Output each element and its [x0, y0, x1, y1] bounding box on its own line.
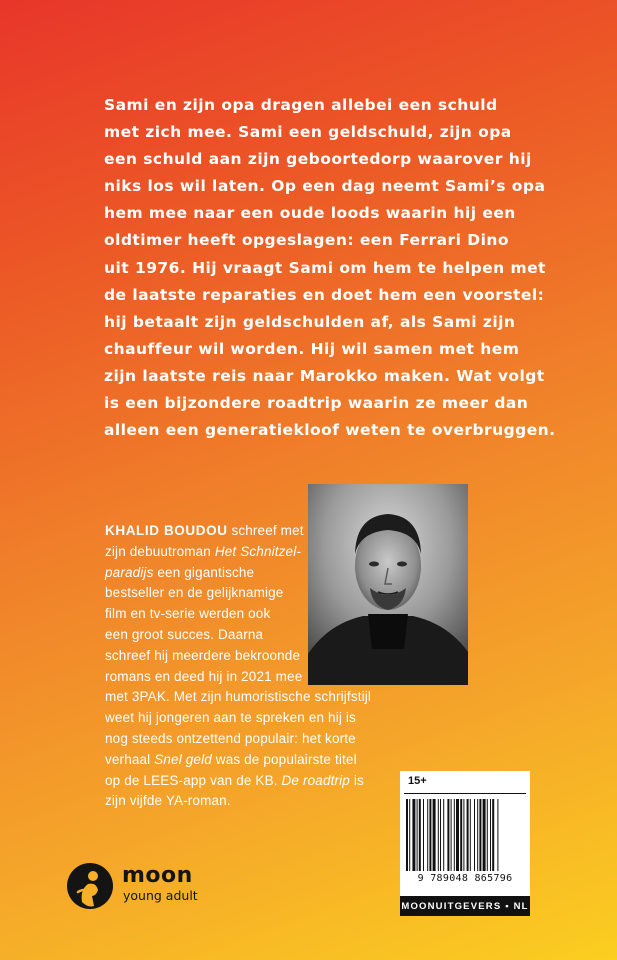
book-title: paradijs [105, 564, 154, 580]
barcode-bar [451, 799, 452, 871]
barcode-bar [477, 799, 478, 871]
barcode-bar [419, 799, 421, 871]
publisher-wordmark: moon [122, 863, 193, 888]
back-cover-blurb [104, 92, 556, 444]
blurb-line: alleen een generatiekloof weten te overbruggen. [104, 421, 556, 440]
bio-line: paradijs een gigantische [105, 564, 255, 580]
barcode-bar [497, 799, 498, 871]
divider [404, 793, 526, 794]
barcode-bar [454, 799, 455, 871]
bio-line: nog steeds ontzettend populair: het korte [105, 730, 356, 746]
barcode-bar [474, 799, 475, 871]
author-bio [105, 521, 405, 812]
blurb-line: Sami en zijn opa dragen allebei een schuld [104, 96, 498, 114]
barcode-bar [443, 799, 444, 871]
age-rating: 15+ [408, 775, 427, 787]
barcode-bar [423, 799, 424, 871]
blurb-line: hij betaalt zijn geldschulden af, als Sami zijn [104, 312, 516, 331]
bio-line: romans en deed hij in 2021 mee [105, 668, 303, 684]
book-title: Het Schnitzel- [214, 543, 302, 559]
blurb-line: met zich mee. Sami een geldschuld, zijn opa [104, 123, 512, 142]
barcode-bar [463, 799, 464, 871]
author-name: KHALID BOUDOU [105, 523, 228, 538]
blurb-line: hem mee naar een oude loods waarin hij een [104, 204, 516, 223]
blurb-line: oldtimer heeft opgeslagen: een Ferrari Dino [104, 231, 509, 250]
barcode-bar [429, 799, 431, 871]
bio-line: film en tv-serie werden ook [105, 606, 271, 622]
barcode-bar [417, 799, 418, 871]
blurb-line: zijn laatste reis naar Marokko maken. Wat volgt [104, 366, 545, 385]
moon-logo-icon [66, 862, 114, 910]
barcode-bar [440, 799, 441, 871]
blurb-line: de laatste reparaties en doet hem een voorstel: [104, 285, 545, 304]
blurb-line: is een bijzondere roadtrip waarin ze meer dan [104, 394, 529, 413]
bio-line: met 3PAK. Met zijn humoristische schrijfstijl [105, 689, 372, 705]
barcode-bar [456, 799, 459, 871]
publisher-logo [66, 862, 216, 912]
barcode-bar [438, 799, 439, 871]
bio-line: zijn vijfde YA-roman. [105, 793, 231, 809]
barcode-bar [427, 799, 428, 871]
bio-line: bestseller en de gelijknamige [105, 585, 284, 601]
barcode-bar [467, 799, 469, 871]
bio-line: weet hij jongeren aan te spreken en hij is [105, 710, 356, 726]
blurb-line: niks los wil laten. Op een dag neemt Sami’s opa [104, 177, 546, 196]
blurb-line: uit 1976. Hij vraagt Sami om hem te helpen met [104, 258, 546, 277]
publisher-url: MOONUITGEVERS • NL [400, 896, 530, 916]
bio-line: KHALID BOUDOU schreef met [105, 523, 304, 538]
barcode-bar [490, 799, 491, 871]
bio-line: verhaal Snel geld was de populairste titel [105, 751, 357, 767]
isbn-number: 9 789048 865796 [417, 873, 513, 884]
barcode-bar [470, 799, 471, 871]
barcode-bar [492, 799, 494, 871]
barcode-box [400, 771, 530, 916]
barcode-bar [483, 799, 486, 871]
bio-line: een groot succes. Daarna [105, 626, 264, 642]
book-title: De roadtrip [281, 772, 350, 788]
barcode-bar [487, 799, 488, 871]
barcode-bar [412, 799, 415, 871]
barcode-bar [409, 799, 410, 871]
barcode-bar [406, 799, 408, 871]
bio-line: zijn debuutroman Het Schnitzel- [105, 543, 302, 559]
barcode-bars [406, 799, 524, 871]
barcode-bar [433, 799, 436, 871]
blurb-line: chauffeur wil worden. Hij wil samen met hem [104, 339, 520, 358]
barcode-bar [460, 799, 462, 871]
barcode-bar [479, 799, 481, 871]
blurb-line: een schuld aan zijn geboortedorp waarover hij [104, 150, 532, 169]
barcode-bar [447, 799, 449, 871]
publisher-subline: young adult [123, 888, 198, 903]
book-title: Snel geld [154, 751, 212, 767]
bio-line: op de LEES-app van de KB. De roadtrip is [105, 772, 364, 788]
bio-line: schreef hij meerdere bekroonde [105, 647, 301, 663]
